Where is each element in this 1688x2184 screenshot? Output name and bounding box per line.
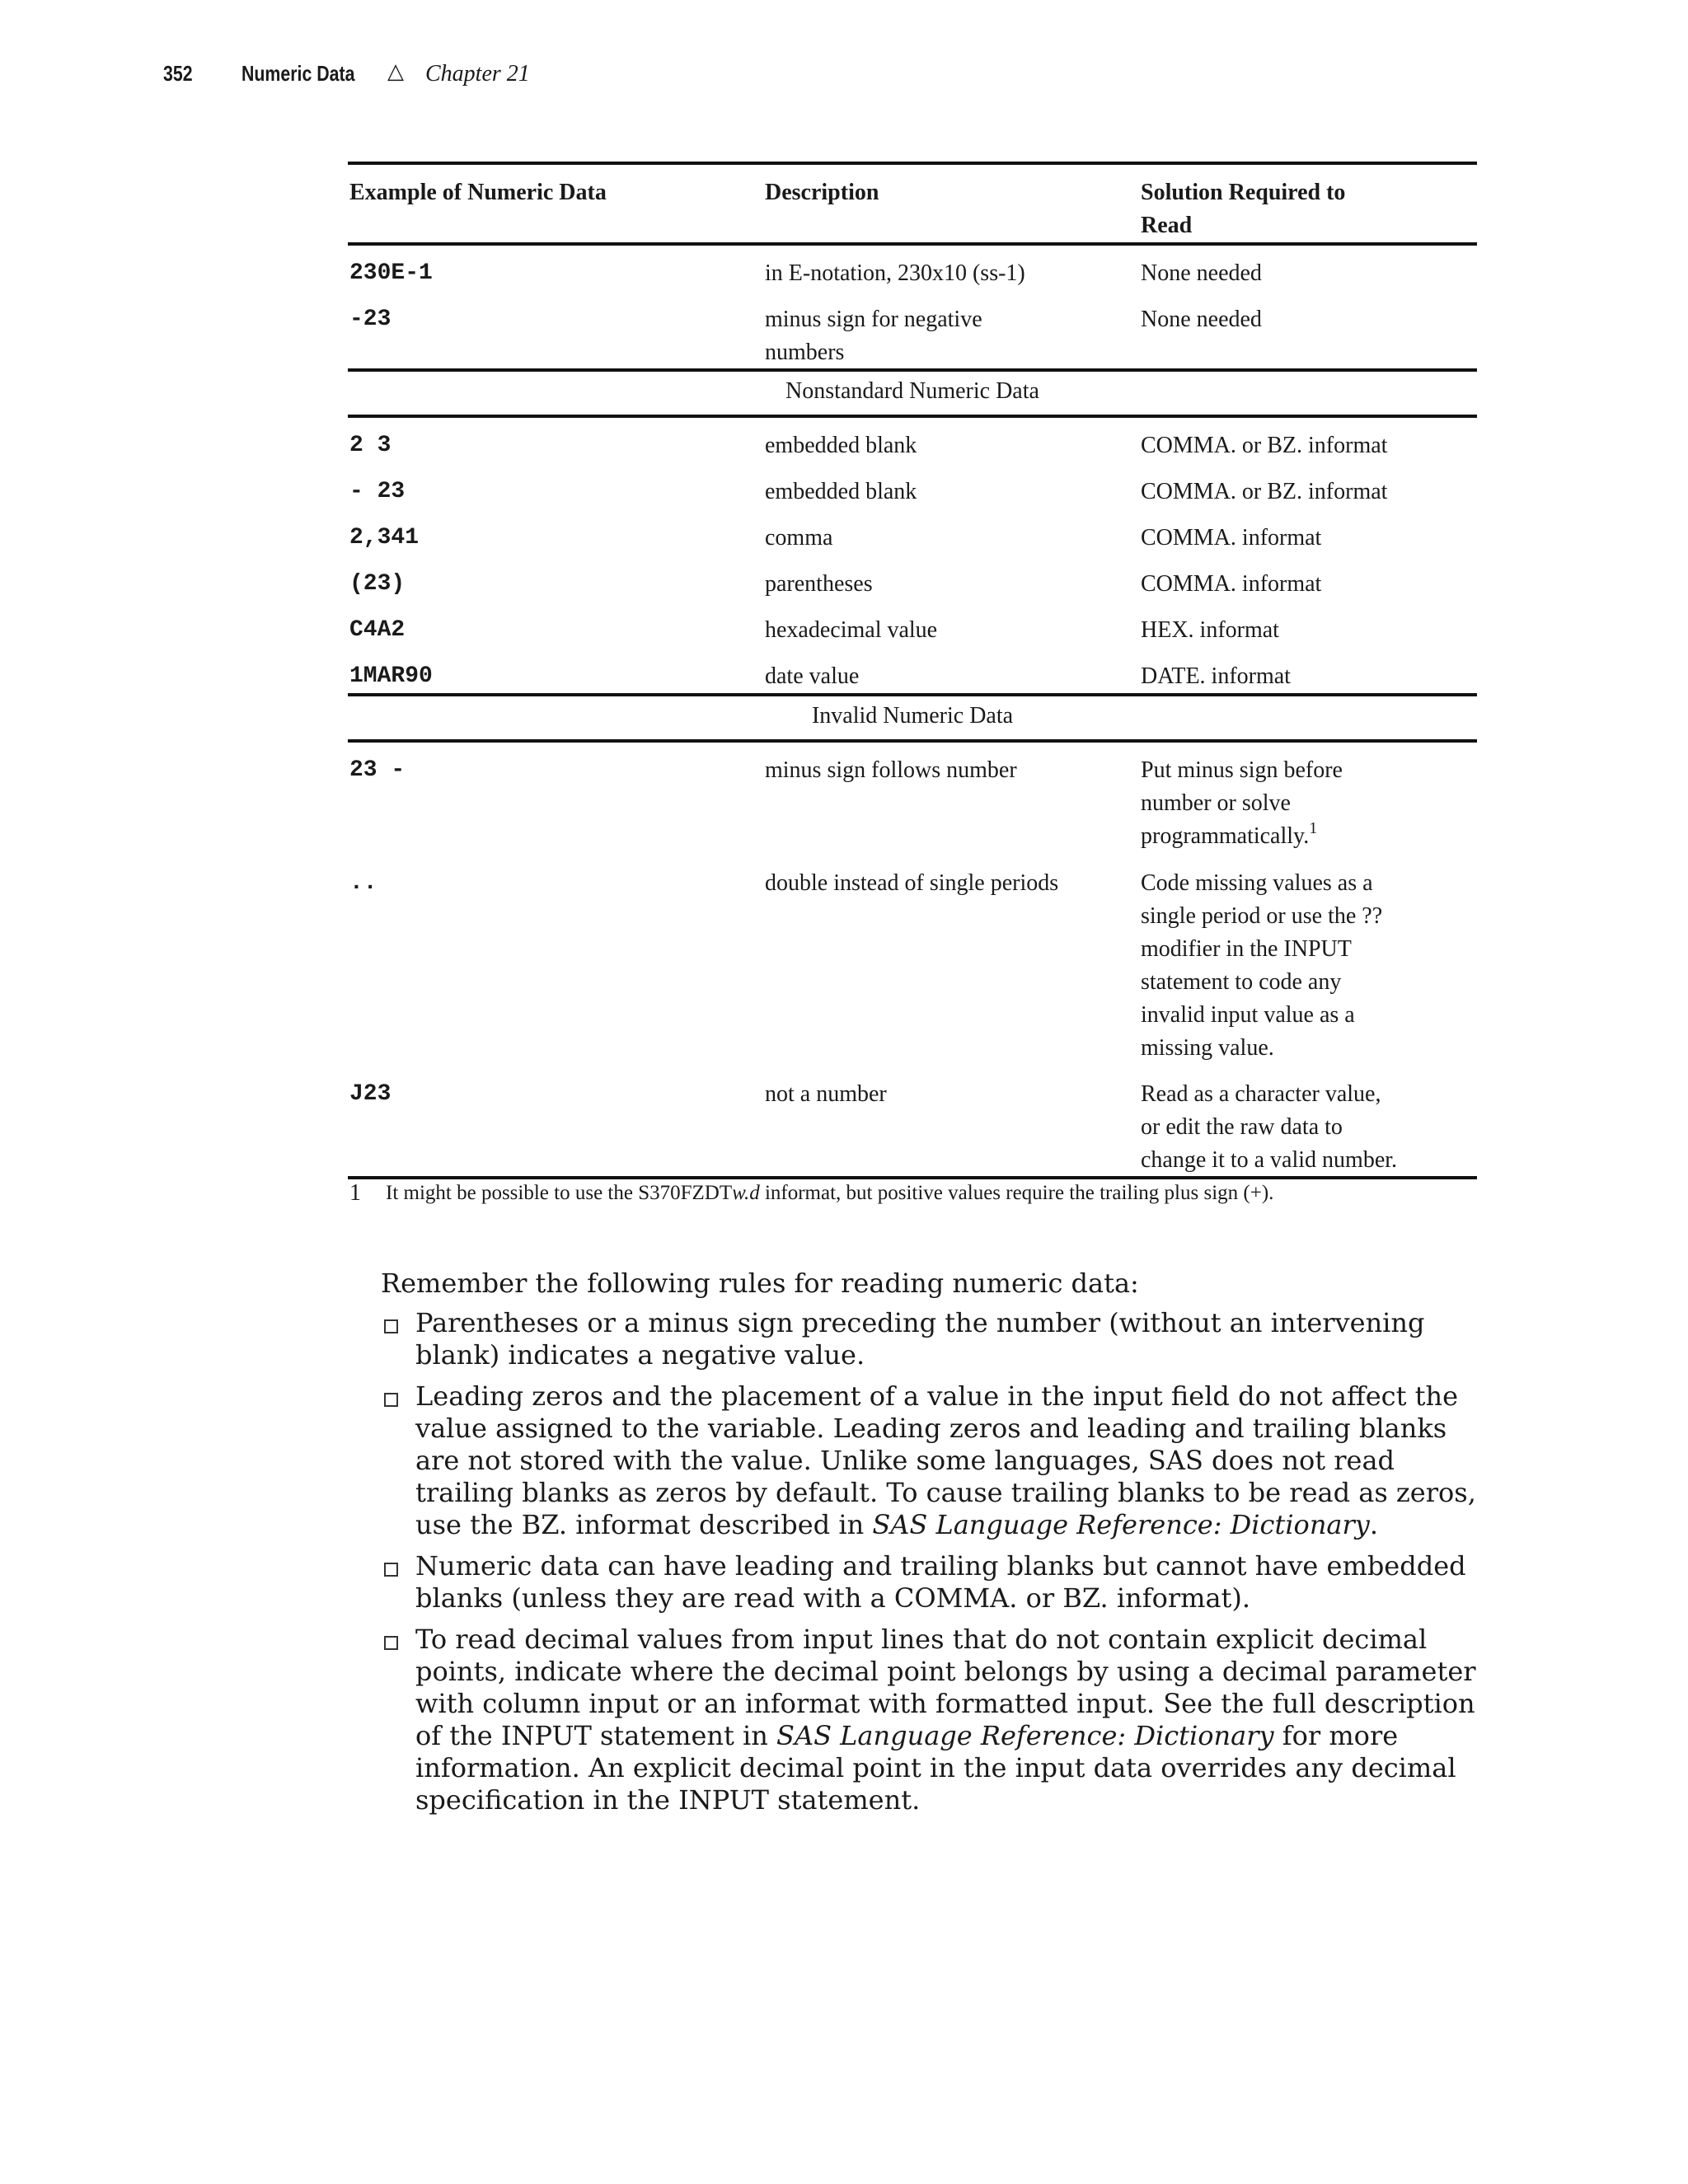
- description-cell: comma: [765, 525, 833, 551]
- example-cell: J23: [349, 1081, 392, 1107]
- table-row: [348, 855, 1477, 1066]
- table-row: [348, 418, 1477, 464]
- triangle-icon: △: [387, 59, 404, 84]
- list-item: To read decimal values from input lines that do not contain explicit decimal points, indicate where the decimal point belongs by using a decimal parameter with column input or an informat with formatted input. See the full description of the INPUT statement in SAS Language Reference: Dictionary for more information. An explicit decimal point in the input data overrides any decimal specification in the INPUT statement.: [381, 1624, 1477, 1816]
- square-bullet-icon: [384, 1393, 398, 1407]
- solution-cell: HEX. informat: [1141, 617, 1279, 643]
- solution-cell: DATE. informat: [1141, 663, 1291, 689]
- footnote-ref: 1: [1309, 819, 1318, 837]
- description-cell: double instead of single periods: [765, 870, 1059, 896]
- column-header-description: Description: [765, 180, 879, 205]
- rules-list: [381, 1307, 1477, 1825]
- table-row: [348, 556, 1477, 602]
- table-row: [348, 743, 1477, 855]
- description-cell: not a number: [765, 1081, 887, 1107]
- list-item: Parentheses or a minus sign preceding the number (without an intervening blank) indicates a negative value.: [381, 1307, 1477, 1371]
- example-cell: 230E-1: [349, 260, 433, 286]
- footnote-number: 1: [349, 1180, 361, 1206]
- example-cell: ..: [349, 870, 377, 896]
- square-bullet-icon: [384, 1636, 398, 1650]
- list-item: Numeric data can have leading and trailing blanks but cannot have embedded blanks (unless they are read with a COMMA. or BZ. informat).: [381, 1550, 1477, 1615]
- description-cell: minus sign follows number: [765, 757, 1017, 783]
- table-row: [348, 602, 1477, 649]
- square-bullet-icon: [384, 1319, 398, 1333]
- table-row: [348, 1066, 1477, 1176]
- square-bullet-icon: [384, 1563, 398, 1577]
- description-cell: embedded blank: [765, 433, 917, 458]
- example-cell: C4A2: [349, 617, 406, 643]
- solution-cell: COMMA. informat: [1141, 525, 1322, 551]
- example-cell: 1MAR90: [349, 663, 433, 689]
- solution-cell: Read as a character value, or edit the raw data to change it to a valid number.: [1141, 1081, 1398, 1173]
- solution-cell: None needed: [1141, 260, 1262, 286]
- table-row: [348, 510, 1477, 556]
- table-row: [348, 649, 1477, 693]
- description-cell: in E-notation, 230x10 (ss-1): [765, 260, 1025, 286]
- description-cell: date value: [765, 663, 860, 689]
- example-cell: - 23: [349, 479, 406, 504]
- solution-cell: Code missing values as a single period or use the ?? modifier in the INPUT statement to code any invalid input value as a missing value.: [1141, 870, 1383, 1061]
- solution-cell: COMMA. informat: [1141, 571, 1322, 597]
- example-cell: 23 -: [349, 757, 406, 783]
- solution-cell: Put minus sign before number or solve programmatically.$^1$: [1141, 757, 1343, 849]
- table-header-row: [348, 165, 1477, 242]
- column-header-example: Example of Numeric Data: [349, 180, 607, 205]
- example-cell: (23): [349, 571, 406, 597]
- section-label-invalid: Invalid Numeric Data: [811, 703, 1014, 729]
- chapter-label: Chapter 21: [425, 61, 530, 87]
- solution-cell: COMMA. or BZ. informat: [1141, 433, 1388, 458]
- list-item: Leading zeros and the placement of a value in the input field do not affect the value assigned to the variable. Leading zeros and leading and trailing blanks are not stored with the value. Unlike some languages, SAS does not read trailing blanks as zeros by default. To cause trailing blanks to be read as zeros, use the BZ. informat described in SAS Language Reference: Dictionary.: [381, 1380, 1477, 1541]
- example-cell: 2 3: [349, 433, 392, 458]
- description-cell: parentheses: [765, 571, 873, 597]
- solution-cell: None needed: [1141, 307, 1262, 332]
- description-cell: hexadecimal value: [765, 617, 938, 643]
- table-row: [348, 246, 1477, 292]
- section-label-nonstandard: Nonstandard Numeric Data: [785, 378, 1039, 404]
- running-title: Numeric Data: [241, 61, 355, 86]
- table-row: [348, 292, 1477, 368]
- solution-cell: COMMA. or BZ. informat: [1141, 479, 1388, 504]
- description-cell: minus sign for negative numbers: [765, 307, 982, 365]
- table-row: [348, 464, 1477, 510]
- description-cell: embedded blank: [765, 479, 917, 504]
- footnote-text: It might be possible to use the S370FZDTw.d informat, but positive values require the trailing plus sign (+).: [386, 1182, 1274, 1204]
- example-cell: 2,341: [349, 525, 420, 551]
- page-number: 352: [163, 61, 193, 86]
- example-cell: -23: [349, 307, 392, 332]
- rules-lead: Remember the following rules for reading numeric data:: [381, 1268, 1139, 1299]
- numeric-data-table: [348, 162, 1477, 1179]
- column-header-solution: Solution Required to Read: [1141, 180, 1346, 238]
